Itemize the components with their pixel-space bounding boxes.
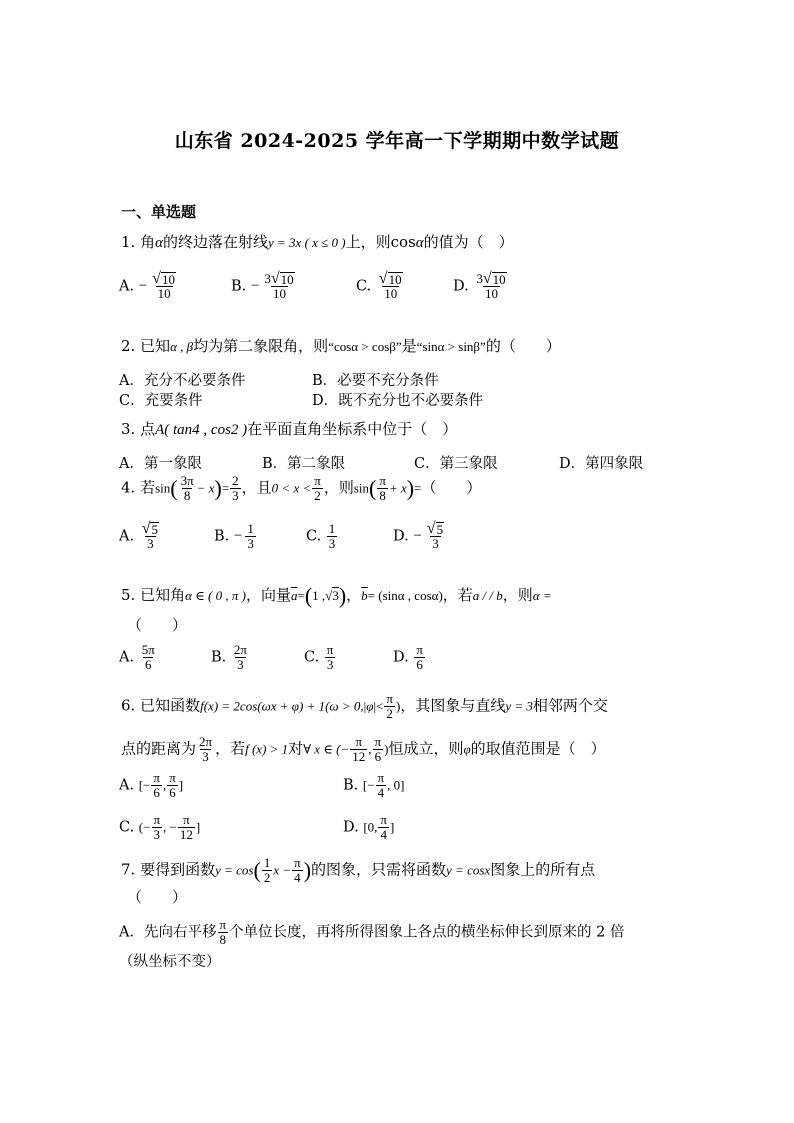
option-d[interactable]: D. − √ 5 3 xyxy=(393,520,444,551)
option-a[interactable]: A．第一象限 xyxy=(119,456,202,472)
option-d[interactable]: D．第四象限 xyxy=(559,456,644,472)
option-c[interactable]: C. (− $\frac{\pi}{3}$ , − $\frac{\pi}{12}$ ] xyxy=(119,812,201,842)
option-d[interactable]: D. 3 √ 10 10 xyxy=(453,272,510,301)
answer-blank: （ ） xyxy=(127,616,188,634)
option-a[interactable]: A. √ 5 3 xyxy=(119,520,158,551)
option-a-line-2: （纵坐标不变） xyxy=(119,954,221,970)
question-1: 1. 角α的终边落在射线y = 3x ( x ≤ 0 )上，则cosα的值为（ ） xyxy=(121,233,514,251)
question-2: 2. 已知α , β均为第二象限角，则“cosα > cosβ”是“sinα > sinβ”的（ ） xyxy=(121,337,561,355)
option-c[interactable]: C. $\frac{1}{3}$ xyxy=(306,521,336,551)
option-b[interactable]: B. [− $\frac{\pi}{4}$ , 0] xyxy=(343,770,405,800)
question-number: 5. xyxy=(121,586,136,604)
question-7: 7. 要得到函数y = cos( $\frac{1}{2}$ x − $\frac{\pi}{4}$ )的图象，只需将函数y = cosx图象上的所有点 xyxy=(121,855,596,885)
question-number: 4. xyxy=(121,478,136,497)
option-d[interactable]: D．既不充分也不必要条件 xyxy=(312,393,484,409)
option-a[interactable]: A．充分不必要条件 xyxy=(119,373,246,389)
option-c[interactable]: C．第三象限 xyxy=(414,456,498,472)
fraction: 3 √ 10 10 xyxy=(476,270,506,301)
question-number: 2. xyxy=(121,337,136,355)
option-b[interactable]: B. − $\frac{1}{3}$ xyxy=(214,521,254,551)
option-b[interactable]: B．第二象限 xyxy=(262,456,346,472)
question-number: 3. xyxy=(121,420,136,438)
question-number: 7. xyxy=(121,860,136,879)
math-expression: A( tan4 , cos2 ) xyxy=(155,422,248,438)
option-b[interactable]: B．必要不充分条件 xyxy=(312,373,439,389)
option-a[interactable]: A. − √ 10 10 xyxy=(119,272,179,301)
question-number: 6. xyxy=(121,696,136,715)
answer-blank: （ ） xyxy=(127,888,188,906)
option-b[interactable]: B. − 3 √ 10 10 xyxy=(231,272,298,301)
question-3: 3. 点A( tan4 , cos2 )在平面直角坐标系中位于（ ） xyxy=(121,420,458,438)
option-d[interactable]: D. $\frac{\pi}{6}$ xyxy=(393,642,423,672)
math-expression: y = 3x ( x ≤ 0 ) xyxy=(268,235,346,250)
section-heading: 一、单选题 xyxy=(121,203,197,221)
fraction: √ 10 10 xyxy=(378,270,402,301)
question-6-line-2: 点的距离为 $\frac{2\pi}{3}$ ，若f (x) > 1对∀ x ∈ (− $\frac{\pi}{12}$ , $\frac{\pi}{6}$ )恒成立，则φ的取值范围是（ ） xyxy=(121,734,606,764)
option-d[interactable]: D. [0, $\frac{\pi}{4}$ ] xyxy=(343,812,395,842)
option-a[interactable]: A．先向右平移 $\frac{\pi}{8}$ 个单位长度，再将所得图象上各点的横坐标伸长到原来的 2 倍 xyxy=(119,917,625,947)
option-c[interactable]: C．充要条件 xyxy=(119,393,203,409)
fraction: 3 √ 10 10 xyxy=(264,270,294,301)
question-number: 1. xyxy=(121,233,136,251)
question-6: 6. 已知函数f(x) = 2cos(ωx + φ) + 1(ω > 0,|φ|< $\frac{\pi}{2}$ )，其图象与直线y = 3相邻两个交 xyxy=(121,691,608,721)
option-a[interactable]: A. [− $\frac{\pi}{6}$ , $\frac{\pi}{6}$ ] xyxy=(119,770,184,800)
option-a[interactable]: A. $\frac{5\pi}{6}$ xyxy=(119,642,155,672)
question-5: 5. 已知角α ∈ ( 0 , π )，向量$\overline{a}=(1$ ,√3)，$\overline{b}= (\sin\alpha$ , cosα)，若a / / b，则α = xyxy=(121,583,552,608)
fraction: √ 10 10 xyxy=(152,270,175,301)
page-title: 山东省 2024-2025 学年高一下学期期中数学试题 xyxy=(174,130,620,152)
option-c[interactable]: C. $\frac{\pi}{3}$ xyxy=(304,642,334,672)
question-4: 4. 若sin( $\frac{3\pi}{8}$ − x)= $\frac{2}{3}$ ，且0 < x < $\frac{\pi}{2}$ ，则sin( $\frac{\pi}{8}$ + x)=（ ） xyxy=(121,473,482,503)
option-c[interactable]: C. √ 10 10 xyxy=(356,272,406,301)
option-b[interactable]: B. $\frac{2\pi}{3}$ xyxy=(211,642,247,672)
